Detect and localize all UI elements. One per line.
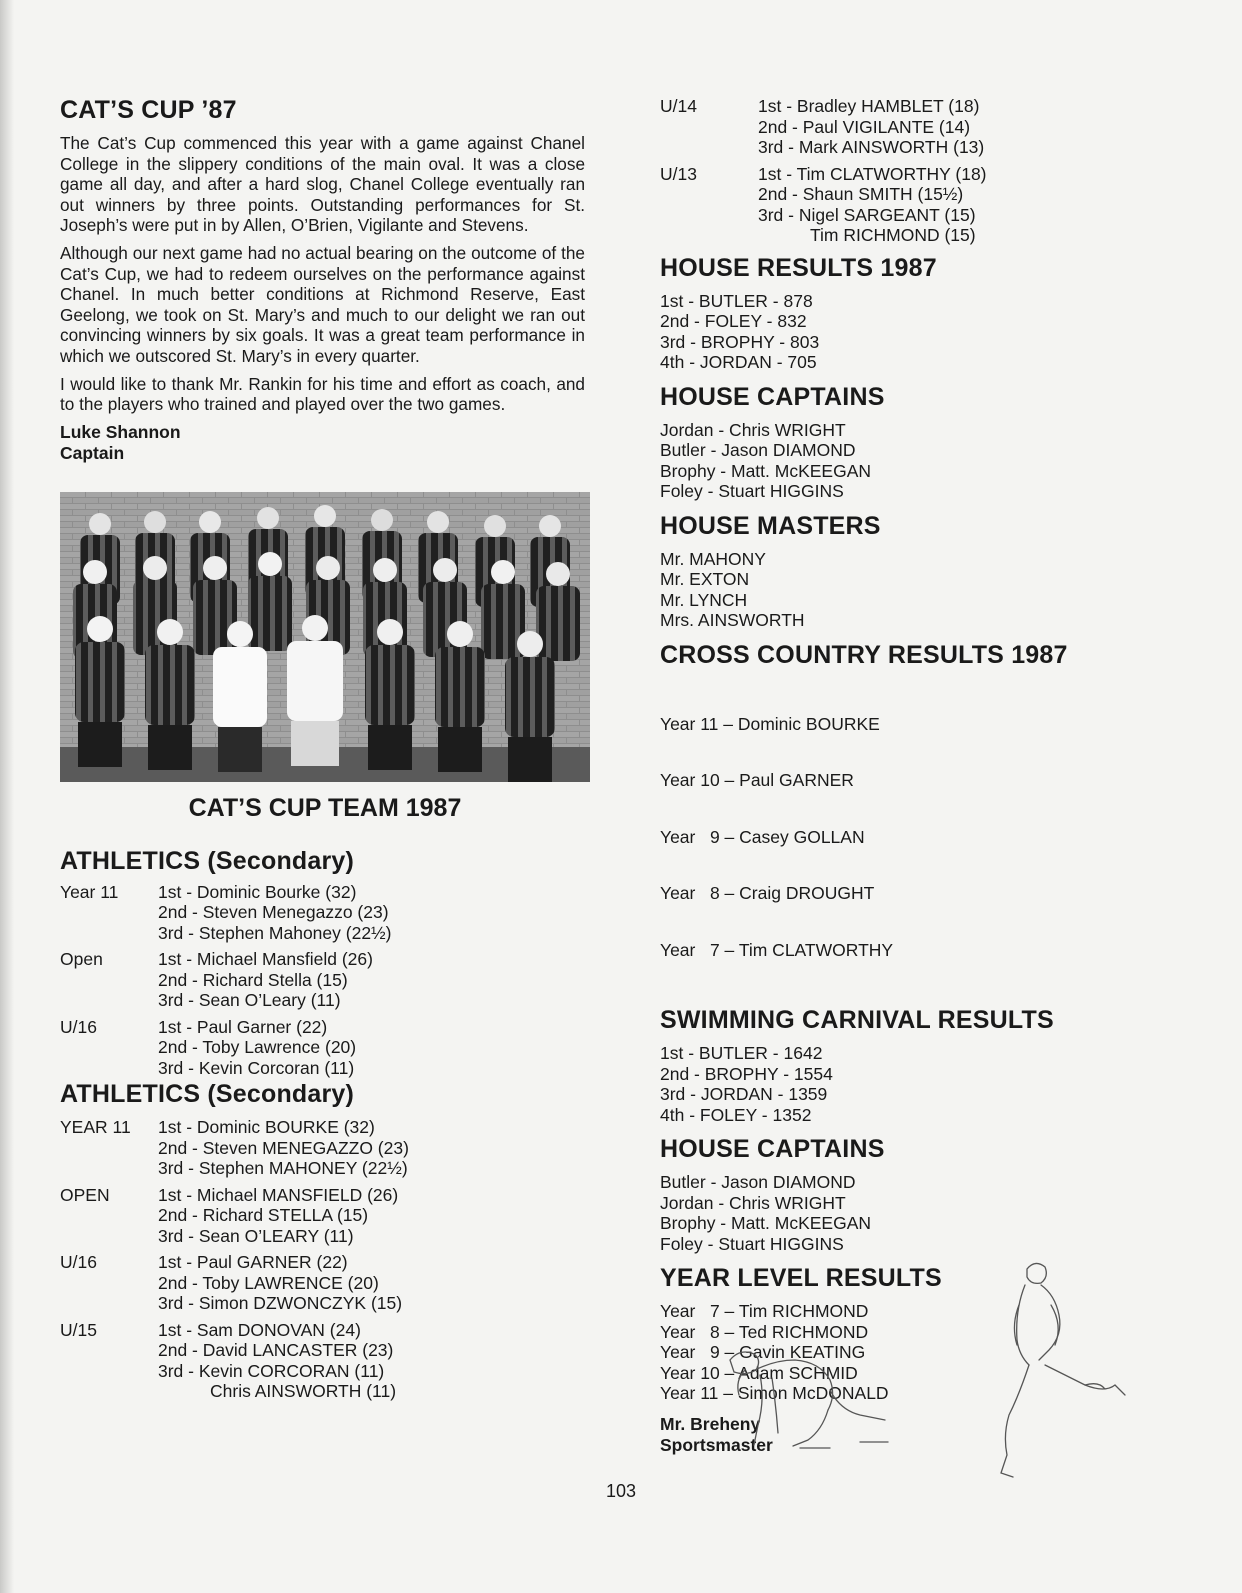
list-item: 1st - BUTLER - 878 xyxy=(660,290,813,311)
cross-country-list xyxy=(660,678,1220,997)
result-line: 1st - Dominic Bourke (32) xyxy=(158,881,357,902)
house-masters-list xyxy=(660,549,1220,631)
result-group xyxy=(60,1252,585,1314)
list-item: Butler - Jason DIAMOND xyxy=(660,440,856,460)
result-line: 3rd - Kevin CORCORAN (11) xyxy=(158,1360,385,1381)
result-line: 2nd - Toby Lawrence (20) xyxy=(158,1037,357,1058)
list-item: Brophy - Matt. McKEEGAN xyxy=(660,1213,872,1233)
list-item: Mr. MAHONY xyxy=(660,548,766,569)
list-item: Year 11 – Dominic BOURKE xyxy=(660,713,880,734)
result-line: Tim RICHMOND (15) xyxy=(810,225,976,245)
group-label: U/16 xyxy=(60,1252,97,1273)
list-item: Year 10 – Adam SCHMID xyxy=(660,1362,858,1383)
list-item: Year 8 – Craig DROUGHT xyxy=(660,883,875,903)
result-group xyxy=(660,96,1220,158)
list-item: 4th - FOLEY - 1352 xyxy=(660,1104,812,1125)
list-item: 2nd - FOLEY - 832 xyxy=(660,311,807,331)
page-edge-shade xyxy=(0,0,14,1593)
cats-cup-heading: CAT’S CUP ’87 xyxy=(60,96,237,124)
runner-sketch-icon xyxy=(985,1255,1135,1485)
group-label: U/15 xyxy=(60,1319,97,1340)
list-item: Foley - Stuart HIGGINS xyxy=(660,481,844,501)
group-label: Open xyxy=(60,949,103,970)
group-label: YEAR 11 xyxy=(60,1117,131,1138)
list-item: Jordan - Chris WRIGHT xyxy=(660,1192,846,1213)
result-line: 1st - Tim CLATWORTHY (18) xyxy=(758,163,987,184)
result-line: 1st - Paul Garner (22) xyxy=(158,1016,328,1037)
list-item: Jordan - Chris WRIGHT xyxy=(660,419,846,440)
list-item: Year 8 – Ted RICHMOND xyxy=(660,1321,869,1342)
result-group xyxy=(60,1017,585,1079)
group-label: U/16 xyxy=(60,1016,97,1037)
result-group xyxy=(60,1117,585,1179)
house-results-heading: HOUSE RESULTS 1987 xyxy=(660,253,937,282)
swimming-heading: SWIMMING CARNIVAL RESULTS xyxy=(660,1006,1054,1034)
signoff-name: Mr. Breheny xyxy=(660,1413,761,1434)
athletics-heading-1: ATHLETICS (Secondary) xyxy=(60,846,355,875)
group-label: U/13 xyxy=(660,163,697,184)
list-item: 2nd - BROPHY - 1554 xyxy=(660,1063,833,1084)
result-line: 2nd - Paul VIGILANTE (14) xyxy=(758,116,971,137)
list-item: Year 7 – Tim CLATWORTHY xyxy=(660,939,894,960)
result-line: 3rd - Sean O’Leary (11) xyxy=(158,990,341,1011)
result-line: 3rd - Kevin Corcoran (11) xyxy=(158,1057,355,1078)
list-item: Mrs. AINSWORTH xyxy=(660,610,805,630)
group-label: Year 11 xyxy=(60,881,119,902)
result-line: 3rd - Nigel SARGEANT (15) xyxy=(758,204,976,225)
team-photo xyxy=(60,492,590,782)
signature-name: Luke Shannon xyxy=(60,421,181,442)
right-column xyxy=(660,96,1220,1456)
list-item: Year 11 – Simon McDONALD xyxy=(660,1383,889,1403)
cats-cup-paragraph-2: Although our next game had no actual bearing on the outcome of the Cat’s Cup, we had to redeem ourselves on the performance against Chanel. In much better conditions at Richmond Reserve, East Geelong, we took on St. Mary’s and much to our delight we ran out convincing winners by six goals. It was a great team performance in which we outscored St. Mary’s in every quarter. xyxy=(60,242,585,366)
list-item: Mr. LYNCH xyxy=(660,589,748,610)
result-line: 3rd - Mark AINSWORTH (13) xyxy=(758,137,985,157)
result-line: 3rd - Simon DZWONCZYK (15) xyxy=(158,1293,403,1314)
group-label: OPEN xyxy=(60,1184,110,1205)
athletics-heading-2: ATHLETICS (Secondary) xyxy=(60,1080,355,1109)
list-item: Butler - Jason DIAMOND xyxy=(660,1172,856,1192)
list-item: 3rd - JORDAN - 1359 xyxy=(660,1084,828,1104)
cross-country-heading: CROSS COUNTRY RESULTS 1987 xyxy=(660,640,1068,669)
list-item: Mr. EXTON xyxy=(660,569,750,589)
sprinter-start-sketch-icon xyxy=(700,1330,910,1460)
result-line: 1st - Dominic BOURKE (32) xyxy=(158,1117,375,1138)
list-item: Year 9 – Gavin KEATING xyxy=(660,1342,866,1362)
result-line: 2nd - Steven Menegazzo (23) xyxy=(158,902,389,923)
cats-cup-paragraph-3: I would like to thank Mr. Rankin for his time and effort as coach, and to the players who trained and played over the two games. xyxy=(60,373,585,415)
team-photo-caption: CAT’S CUP TEAM 1987 xyxy=(188,793,462,822)
result-group xyxy=(60,1320,585,1402)
result-group xyxy=(60,882,585,944)
list-item: 1st - BUTLER - 1642 xyxy=(660,1043,823,1063)
list-item: Year 10 – Paul GARNER xyxy=(660,770,854,790)
page-number: 103 xyxy=(605,1481,637,1501)
result-line: 2nd - Richard STELLA (15) xyxy=(158,1205,369,1226)
result-group xyxy=(60,1185,585,1247)
result-group xyxy=(660,164,1220,246)
house-captains-heading-1: HOUSE CAPTAINS xyxy=(660,382,885,411)
result-line: 3rd - Stephen MAHONEY (22½) xyxy=(158,1158,408,1179)
list-item: 3rd - BROPHY - 803 xyxy=(660,331,820,352)
left-column xyxy=(60,96,585,1408)
year-level-heading: YEAR LEVEL RESULTS xyxy=(660,1264,942,1292)
result-line: 1st - Bradley HAMBLET (18) xyxy=(758,96,980,116)
house-masters-heading: HOUSE MASTERS xyxy=(660,511,881,540)
signature-role: Captain xyxy=(60,442,125,463)
house-captains-list-1 xyxy=(660,420,1220,502)
athletics-results-1 xyxy=(60,882,585,1079)
list-item: 4th - JORDAN - 705 xyxy=(660,352,817,372)
result-line: Chris AINSWORTH (11) xyxy=(210,1381,397,1402)
list-item: Brophy - Matt. McKEEGAN xyxy=(660,460,872,481)
result-line: 1st - Sam DONOVAN (24) xyxy=(158,1319,361,1340)
age-group-results xyxy=(660,96,1220,246)
swimming-list xyxy=(660,1043,1220,1125)
team-photo-image xyxy=(60,492,590,782)
result-line: 2nd - Steven MENEGAZZO (23) xyxy=(158,1137,409,1158)
result-line: 3rd - Sean O’LEARY (11) xyxy=(158,1225,354,1246)
result-line: 1st - Michael MANSFIELD (26) xyxy=(158,1184,399,1205)
result-line: 3rd - Stephen Mahoney (22½) xyxy=(158,922,392,943)
result-group xyxy=(60,949,585,1011)
list-item: Foley - Stuart HIGGINS xyxy=(660,1233,844,1254)
signoff-role: Sportsmaster xyxy=(660,1434,773,1455)
result-line: 1st - Michael Mansfield (26) xyxy=(158,949,373,970)
athletics-results-2 xyxy=(60,1117,585,1402)
result-line: 2nd - Shaun SMITH (15½) xyxy=(758,184,964,204)
list-item: Year 7 – Tim RICHMOND xyxy=(660,1301,869,1321)
house-captains-list-2 xyxy=(660,1172,1220,1254)
result-line: 2nd - David LANCASTER (23) xyxy=(158,1340,394,1361)
list-item: Year 9 – Casey GOLLAN xyxy=(660,826,865,847)
result-line: 2nd - Toby LAWRENCE (20) xyxy=(158,1272,379,1293)
group-label: U/14 xyxy=(660,96,697,116)
house-results-list xyxy=(660,291,1220,373)
cats-cup-paragraph-1: The Cat’s Cup commenced this year with a game against Chanel College in the slippery conditions of the main oval. It was a close game all day, and after a hard slog, Chanel College eventually ran out winners by three points. Outstanding performances for St. Joseph’s were put in by Allen, O’Brien, Vigilante and Stevens. xyxy=(60,133,585,236)
house-captains-heading-2: HOUSE CAPTAINS xyxy=(660,1135,885,1163)
result-line: 1st - Paul GARNER (22) xyxy=(158,1252,348,1273)
result-line: 2nd - Richard Stella (15) xyxy=(158,969,348,990)
